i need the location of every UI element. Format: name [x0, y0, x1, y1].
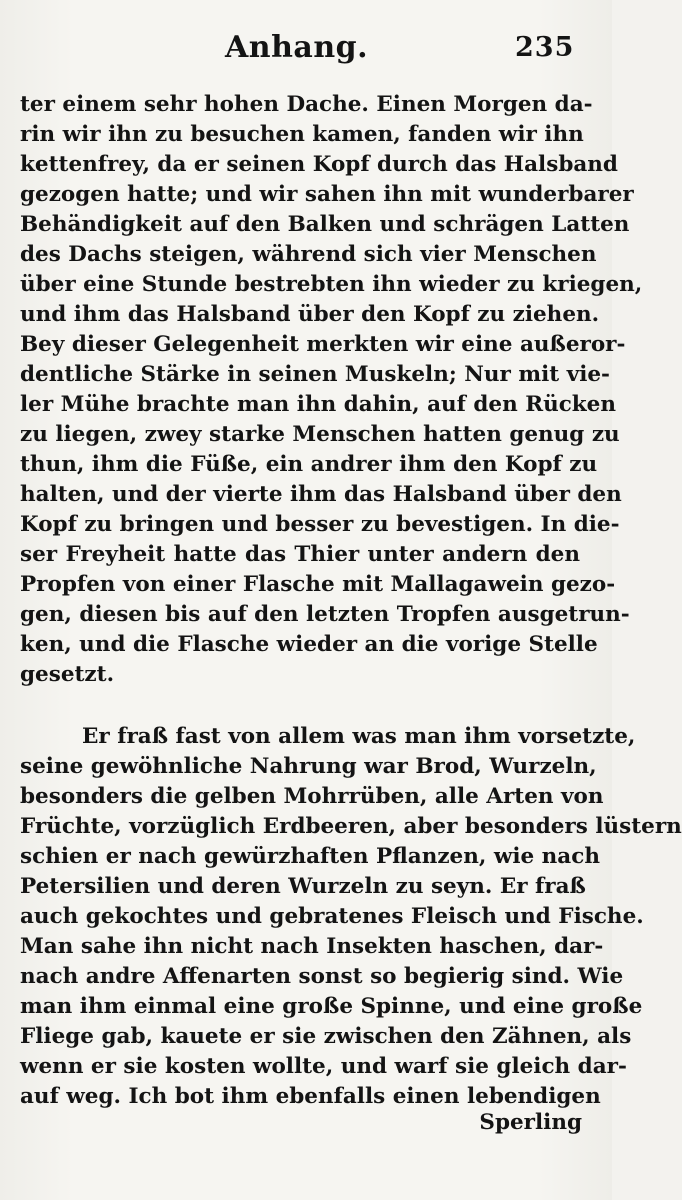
text-line: und ihm das Halsband über den Kopf zu ziehen.	[20, 302, 600, 327]
text-line: Man sahe ihn nicht nach Insekten haschen, dar-	[20, 934, 604, 959]
text-line: besonders die gelben Mohrrüben, alle Arten von	[20, 784, 604, 809]
text-line: ter einem sehr hohen Dache. Einen Morgen da-	[20, 92, 593, 117]
text-line: gen, diesen bis auf den letzten Tropfen ausgetrun-	[20, 602, 630, 627]
paragraph-2	[20, 722, 682, 1112]
text-line: des Dachs steigen, während sich vier Menschen	[20, 242, 597, 267]
text-line: dentliche Stärke in seinen Muskeln; Nur mit vie-	[20, 362, 610, 387]
text-line: ser Freyheit hatte das Thier unter andern den	[20, 542, 580, 567]
text-line: auf weg. Ich bot ihm ebenfalls einen lebendigen	[20, 1084, 601, 1109]
text-line: Propfen von einer Flasche mit Mallagawein gezo-	[20, 572, 616, 597]
text-line: auch gekochtes und gebratenes Fleisch und Fische.	[20, 904, 644, 929]
text-line: schien er nach gewürzhaften Pflanzen, wie nach	[20, 844, 600, 869]
text-line: Fliege gab, kauete er sie zwischen den Zähnen, als	[20, 1024, 632, 1049]
text-line: kettenfrey, da er seinen Kopf durch das Halsband	[20, 152, 618, 177]
text-line: zu liegen, zwey starke Menschen hatten genug zu	[20, 422, 620, 447]
text-line: Er fraß fast von allem was man ihm vorsetzte,	[82, 724, 636, 749]
text-line: ler Mühe brachte man ihn dahin, auf den Rücken	[20, 392, 616, 417]
page-header	[0, 28, 612, 68]
catchword: Sperling	[479, 1110, 582, 1135]
text-line: seine gewöhnliche Nahrung war Brod, Wurzeln,	[20, 754, 597, 779]
page-number: 235	[515, 32, 575, 63]
text-line: gesetzt.	[20, 662, 115, 687]
text-line: Petersilien und deren Wurzeln zu seyn. Er fraß	[20, 874, 586, 899]
paragraph-1	[20, 90, 643, 690]
text-line: man ihm einmal eine große Spinne, und eine große	[20, 994, 643, 1019]
text-line: rin wir ihn zu besuchen kamen, fanden wir ihn	[20, 122, 584, 147]
text-line: Kopf zu bringen und besser zu bevestigen. In die-	[20, 512, 620, 537]
text-line: thun, ihm die Füße, ein andrer ihm den Kopf zu	[20, 452, 598, 477]
text-line: gezogen hatte; und wir sahen ihn mit wunderbarer	[20, 182, 634, 207]
text-line: Behändigkeit auf den Balken und schrägen Latten	[20, 212, 630, 237]
text-line: über eine Stunde bestrebten ihn wieder zu kriegen,	[20, 272, 643, 297]
text-line: ken, und die Flasche wieder an die vorige Stelle	[20, 632, 598, 657]
text-line: Früchte, vorzüglich Erdbeeren, aber besonders lüstern	[20, 814, 682, 839]
text-line: wenn er sie kosten wollte, und warf sie gleich dar-	[20, 1054, 627, 1079]
text-line: halten, und der vierte ihm das Halsband über den	[20, 482, 622, 507]
running-head: Anhang.	[225, 30, 369, 65]
text-line: Bey dieser Gelegenheit merkten wir eine außeror-	[20, 332, 626, 357]
text-line: nach andre Affenarten sonst so begierig sind. Wie	[20, 964, 624, 989]
